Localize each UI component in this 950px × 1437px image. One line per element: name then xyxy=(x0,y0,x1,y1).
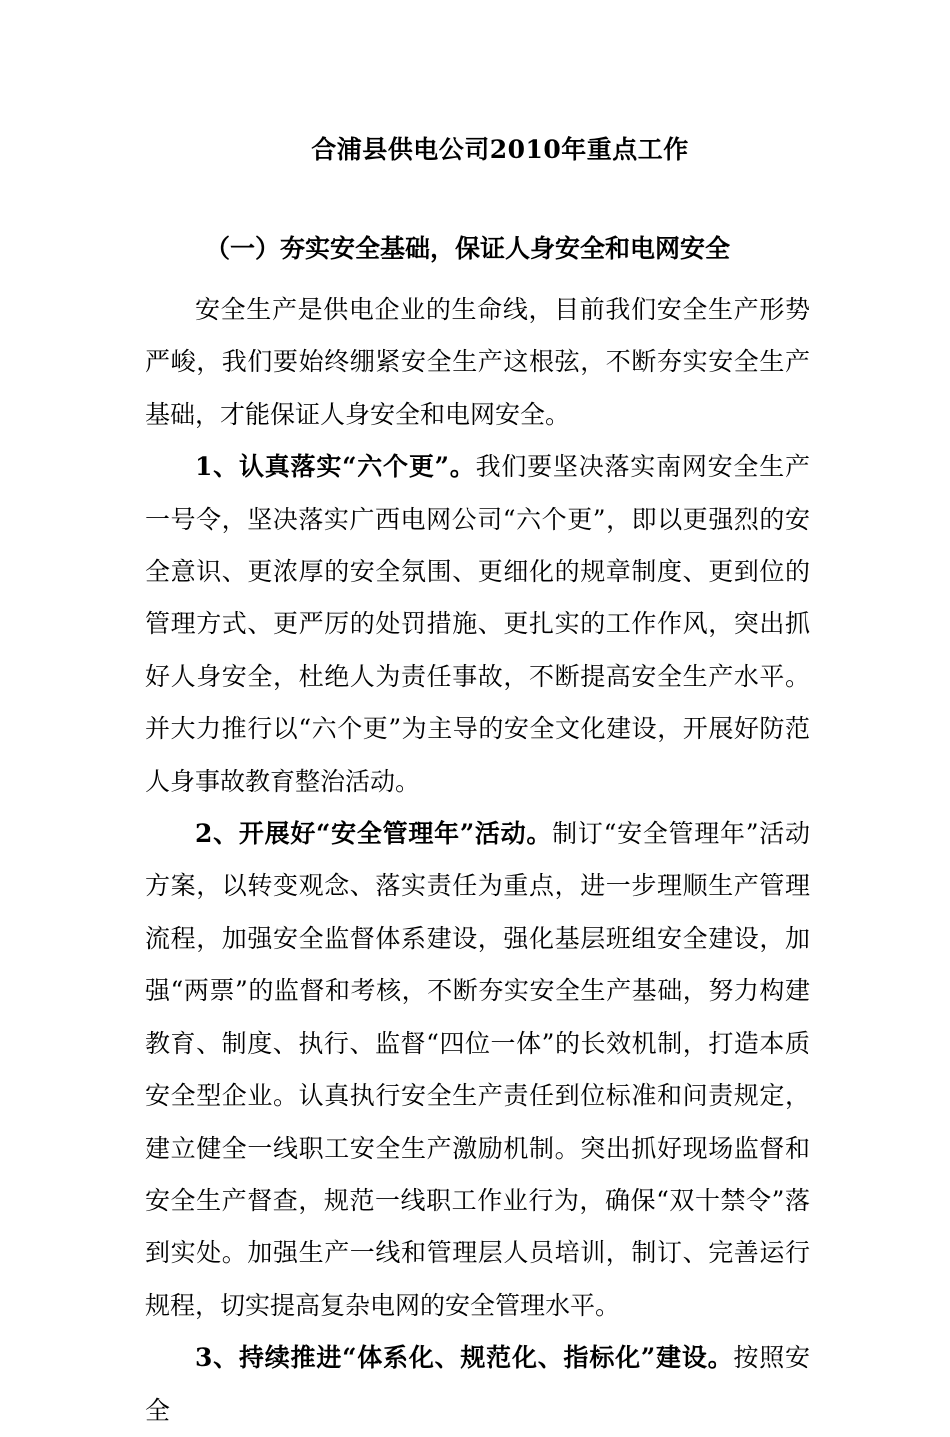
paragraph-item-2 xyxy=(145,808,810,1332)
paragraph-lead: 1、认真落实“六个更”。 xyxy=(195,452,476,482)
paragraph-lead: 2、开展好“安全管理年”活动。 xyxy=(195,819,553,849)
paragraph-item-1 xyxy=(145,441,810,808)
paragraph-text: 制订“安全管理年”活动方案，以转变观念、落实责任为重点，进一步理顺生产管理流程，加强安全监督体系建设，强化基层班组安全建设，加强“两票”的监督和考核，不断夯实安全生产基础，努力构建教育、制度、执行、监督“四位一体”的长效机制，打造本质安全型企业。认真执行安全生产责任到位标准和问责规定，建立健全一线职工安全生产激励机制。突出抓好现场监督和安全生产督查，规范一线职工作业行为，确保“双十禁令”落到实处。加强生产一线和管理层人员培训，制订、完善运行规程，切实提高复杂电网的安全管理水平。 xyxy=(145,819,810,1320)
document-title: 合浦县供电公司2010年重点工作 xyxy=(311,135,689,164)
section-heading: （一）夯实安全基础，保证人身安全和电网安全 xyxy=(205,234,731,263)
paragraph-item-3 xyxy=(145,1332,810,1437)
paragraph-lead: 3、持续推进“体系化、规范化、指标化”建设。 xyxy=(195,1343,734,1373)
paragraph-text: 我们要坚决落实南网安全生产一号令，坚决落实广西电网公司“六个更”，即以更强烈的安全意识、更浓厚的安全氛围、更细化的规章制度、更到位的管理方式、更严厉的处罚措施、更扎实的工作作风，突出抓好人身安全，杜绝人为责任事故，不断提高安全生产水平。并大力推行以“六个更”为主导的安全文化建设，开展好防范人身事故教育整治活动。 xyxy=(145,452,810,796)
document-body xyxy=(145,284,810,1437)
paragraph-text: 按照安全 xyxy=(145,1343,810,1425)
paragraph-intro xyxy=(145,284,810,441)
paragraph-text: 安全生产是供电企业的生命线，目前我们安全生产形势严峻，我们要始终绷紧安全生产这根弦，不断夯实安全生产基础，才能保证人身安全和电网安全。 xyxy=(145,295,810,429)
